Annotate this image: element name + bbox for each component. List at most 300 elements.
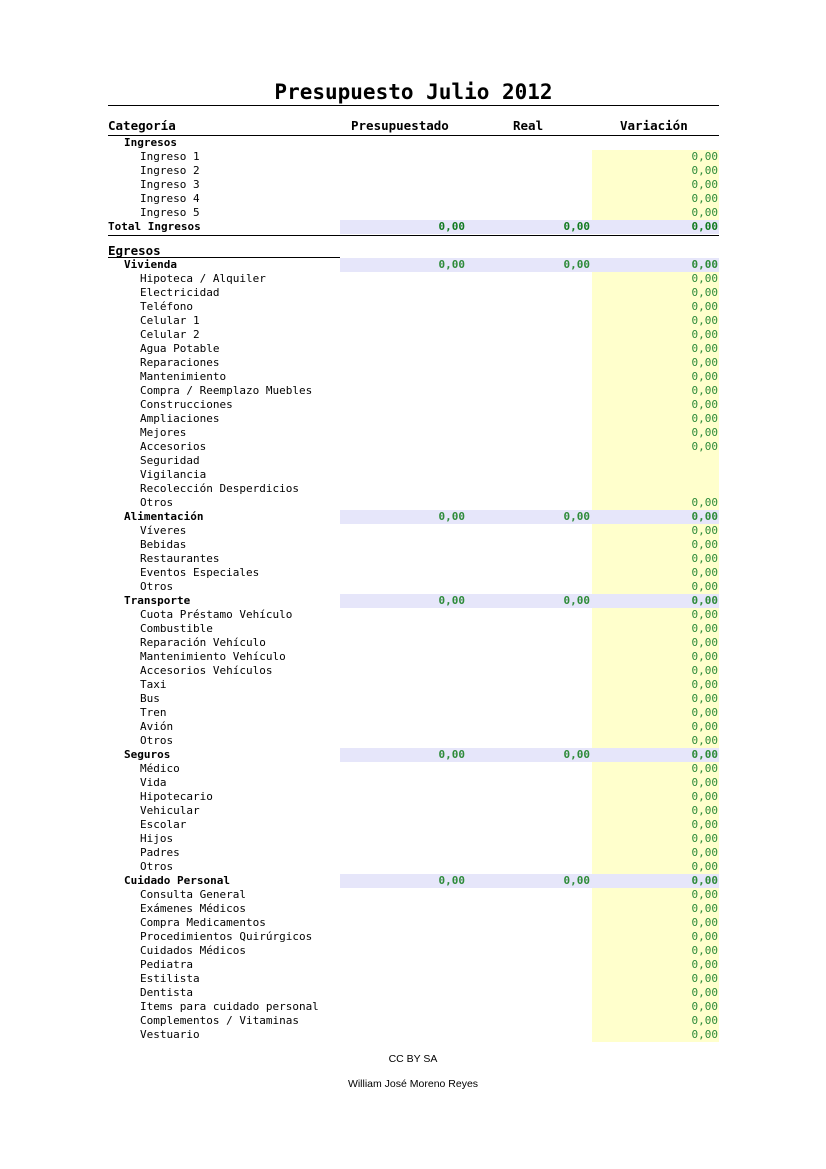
list-item <box>108 580 719 594</box>
variacion-cell[interactable]: 0,00 <box>592 150 719 164</box>
presupuestado-cell[interactable] <box>340 930 467 944</box>
variacion-cell[interactable]: 0,00 <box>592 552 719 566</box>
variacion-cell[interactable]: 0,00 <box>592 902 719 916</box>
row-label: Hijos <box>140 832 174 845</box>
real-cell[interactable] <box>467 1014 592 1028</box>
variacion-cell[interactable]: 0,00 <box>592 748 719 762</box>
presupuestado-cell[interactable] <box>340 804 467 818</box>
variacion-cell[interactable]: 0,00 <box>592 1000 719 1014</box>
variacion-cell[interactable]: 0,00 <box>592 272 719 286</box>
presupuestado-cell[interactable] <box>340 734 467 748</box>
presupuestado-cell[interactable] <box>340 972 467 986</box>
variacion-cell[interactable]: 0,00 <box>592 220 719 234</box>
variacion-cell[interactable]: 0,00 <box>592 566 719 580</box>
row-label: Hipotecario <box>140 790 213 803</box>
list-item <box>108 440 719 454</box>
variacion-cell[interactable]: 0,00 <box>592 860 719 874</box>
real-cell[interactable] <box>467 426 592 440</box>
presupuestado-cell[interactable] <box>340 692 467 706</box>
list-item <box>108 692 719 706</box>
presupuestado-cell[interactable] <box>340 860 467 874</box>
presupuestado-cell[interactable] <box>340 888 467 902</box>
variacion-cell[interactable]: 0,00 <box>592 664 719 678</box>
variacion-cell[interactable]: 0,00 <box>592 192 719 206</box>
list-item <box>108 150 719 164</box>
presupuestado-cell[interactable]: 0,00 <box>340 220 467 234</box>
row-label: Electricidad <box>140 286 220 299</box>
variacion-cell[interactable]: 0,00 <box>592 734 719 748</box>
presupuestado-cell[interactable] <box>340 622 467 636</box>
variacion-cell[interactable] <box>592 482 719 496</box>
group-subtotal-row <box>108 748 719 762</box>
real-cell[interactable] <box>467 636 592 650</box>
real-cell[interactable] <box>467 804 592 818</box>
real-cell[interactable] <box>467 580 592 594</box>
row-label: Restaurantes <box>140 552 220 565</box>
group-subtotal-row <box>108 258 719 272</box>
list-item <box>108 342 719 356</box>
variacion-cell[interactable]: 0,00 <box>592 636 719 650</box>
row-label: Padres <box>140 846 180 859</box>
list-item <box>108 1028 719 1042</box>
list-item <box>108 328 719 342</box>
real-cell[interactable]: 0,00 <box>467 510 592 524</box>
real-cell[interactable] <box>467 860 592 874</box>
real-cell[interactable]: 0,00 <box>467 220 592 234</box>
variacion-cell[interactable]: 0,00 <box>592 538 719 552</box>
list-item <box>108 412 719 426</box>
real-cell[interactable] <box>467 398 592 412</box>
variacion-cell[interactable]: 0,00 <box>592 510 719 524</box>
presupuestado-cell[interactable] <box>340 328 467 342</box>
list-item <box>108 566 719 580</box>
presupuestado-cell[interactable] <box>340 370 467 384</box>
list-item <box>108 958 719 972</box>
presupuestado-cell[interactable] <box>340 958 467 972</box>
presupuestado-cell[interactable] <box>340 342 467 356</box>
row-label: Tren <box>140 706 167 719</box>
real-cell[interactable] <box>467 790 592 804</box>
list-item <box>108 1014 719 1028</box>
real-cell[interactable] <box>467 846 592 860</box>
list-item <box>108 930 719 944</box>
row-label: Combustible <box>140 622 213 635</box>
list-item <box>108 384 719 398</box>
real-cell[interactable] <box>467 206 592 220</box>
presupuestado-cell[interactable] <box>340 412 467 426</box>
header-categoria: Categoría <box>108 118 176 133</box>
real-cell[interactable]: 0,00 <box>467 748 592 762</box>
row-label: Ingreso 5 <box>140 206 200 219</box>
presupuestado-cell[interactable] <box>340 496 467 510</box>
row-label: Ingreso 2 <box>140 164 200 177</box>
row-label: Dentista <box>140 986 193 999</box>
variacion-cell[interactable]: 0,00 <box>592 958 719 972</box>
list-item <box>108 818 719 832</box>
list-item <box>108 538 719 552</box>
variacion-cell[interactable]: 0,00 <box>592 762 719 776</box>
list-item <box>108 272 719 286</box>
presupuestado-cell[interactable] <box>340 608 467 622</box>
list-item <box>108 832 719 846</box>
variacion-cell[interactable]: 0,00 <box>592 622 719 636</box>
list-item <box>108 356 719 370</box>
real-cell[interactable] <box>467 986 592 1000</box>
variacion-cell[interactable]: 0,00 <box>592 608 719 622</box>
variacion-cell[interactable]: 0,00 <box>592 804 719 818</box>
row-label: Consulta General <box>140 888 246 901</box>
license-text: CC BY SA <box>388 1053 438 1065</box>
presupuestado-cell[interactable] <box>340 720 467 734</box>
presupuestado-cell[interactable] <box>340 538 467 552</box>
variacion-cell[interactable]: 0,00 <box>592 178 719 192</box>
presupuestado-cell[interactable]: 0,00 <box>340 510 467 524</box>
variacion-cell[interactable]: 0,00 <box>592 888 719 902</box>
presupuestado-cell[interactable] <box>340 1028 467 1042</box>
row-label: Compra / Reemplazo Muebles <box>140 384 313 397</box>
list-item <box>108 636 719 650</box>
list-item <box>108 860 719 874</box>
real-cell[interactable] <box>467 496 592 510</box>
list-item <box>108 720 719 734</box>
row-label: Procedimientos Quirúrgicos <box>140 930 313 943</box>
section-heading <box>108 242 719 258</box>
real-cell[interactable] <box>467 552 592 566</box>
real-cell[interactable] <box>467 762 592 776</box>
row-label: Bus <box>140 692 160 705</box>
row-label: Reparaciones <box>140 356 220 369</box>
variacion-cell[interactable]: 0,00 <box>592 776 719 790</box>
row-label: Transporte <box>124 594 191 607</box>
real-cell[interactable] <box>467 440 592 454</box>
row-label: Ingreso 4 <box>140 192 200 205</box>
real-cell[interactable] <box>467 314 592 328</box>
page-title: Presupuesto Julio 2012 <box>274 80 553 104</box>
list-item <box>108 482 719 496</box>
list-item <box>108 398 719 412</box>
presupuestado-cell[interactable] <box>340 454 467 468</box>
row-label: Ingreso 1 <box>140 150 200 163</box>
list-item <box>108 286 719 300</box>
list-item <box>108 902 719 916</box>
presupuestado-cell[interactable] <box>340 650 467 664</box>
presupuestado-cell[interactable] <box>340 482 467 496</box>
presupuestado-cell[interactable]: 0,00 <box>340 748 467 762</box>
group-subtotal-row <box>108 874 719 888</box>
row-label: Alimentación <box>124 510 204 523</box>
row-label: Cuidado Personal <box>124 874 230 887</box>
variacion-cell[interactable]: 0,00 <box>592 650 719 664</box>
variacion-cell[interactable]: 0,00 <box>592 524 719 538</box>
presupuestado-cell[interactable] <box>340 552 467 566</box>
real-cell[interactable] <box>467 818 592 832</box>
variacion-cell[interactable]: 0,00 <box>592 790 719 804</box>
real-cell[interactable]: 0,00 <box>467 594 592 608</box>
list-item <box>108 804 719 818</box>
presupuestado-cell[interactable] <box>340 164 467 178</box>
row-label: Otros <box>140 860 174 873</box>
variacion-cell[interactable] <box>592 468 719 482</box>
row-label: Agua Potable <box>140 342 220 355</box>
row-label: Ingreso 3 <box>140 178 200 191</box>
list-item <box>108 944 719 958</box>
row-label: Mantenimiento <box>140 370 227 383</box>
row-label: Total Ingresos <box>108 220 201 233</box>
real-cell[interactable] <box>467 272 592 286</box>
row-label: Médico <box>140 762 180 775</box>
list-item <box>108 790 719 804</box>
real-cell[interactable] <box>467 720 592 734</box>
variacion-cell[interactable]: 0,00 <box>592 314 719 328</box>
presupuestado-cell[interactable] <box>340 426 467 440</box>
variacion-cell[interactable]: 0,00 <box>592 286 719 300</box>
presupuestado-cell[interactable] <box>340 916 467 930</box>
list-item <box>108 650 719 664</box>
real-cell[interactable] <box>467 178 592 192</box>
title-divider <box>108 105 719 106</box>
variacion-cell[interactable]: 0,00 <box>592 1014 719 1028</box>
variacion-cell[interactable] <box>592 454 719 468</box>
real-cell[interactable] <box>467 664 592 678</box>
list-item <box>108 916 719 930</box>
row-label: Estilista <box>140 972 200 985</box>
row-label: Vigilancia <box>140 468 207 481</box>
variacion-cell[interactable]: 0,00 <box>592 300 719 314</box>
row-label: Vida <box>140 776 167 789</box>
presupuestado-cell[interactable] <box>340 636 467 650</box>
real-cell[interactable] <box>467 412 592 426</box>
list-item <box>108 706 719 720</box>
variacion-cell[interactable]: 0,00 <box>592 164 719 178</box>
presupuestado-cell[interactable] <box>340 776 467 790</box>
list-item <box>108 664 719 678</box>
presupuestado-cell[interactable] <box>340 706 467 720</box>
real-cell[interactable] <box>467 538 592 552</box>
header-real: Real <box>513 118 544 133</box>
real-cell[interactable] <box>467 622 592 636</box>
real-cell[interactable] <box>467 286 592 300</box>
real-cell[interactable] <box>467 524 592 538</box>
variacion-cell[interactable]: 0,00 <box>592 986 719 1000</box>
real-cell[interactable] <box>467 164 592 178</box>
presupuestado-cell[interactable] <box>340 398 467 412</box>
list-item <box>108 734 719 748</box>
real-cell[interactable] <box>467 650 592 664</box>
list-item <box>108 846 719 860</box>
real-cell[interactable] <box>467 384 592 398</box>
presupuestado-cell[interactable] <box>340 1000 467 1014</box>
presupuestado-cell[interactable] <box>340 192 467 206</box>
header-variacion: Variación <box>620 118 688 133</box>
row-label: Hipoteca / Alquiler <box>140 272 266 285</box>
real-cell[interactable] <box>467 566 592 580</box>
list-item <box>108 178 719 192</box>
author-text: William José Moreno Reyes <box>347 1078 479 1090</box>
presupuestado-cell[interactable] <box>340 524 467 538</box>
group-heading <box>108 136 719 150</box>
variacion-cell[interactable]: 0,00 <box>592 328 719 342</box>
presupuestado-cell[interactable] <box>340 384 467 398</box>
real-cell[interactable] <box>467 468 592 482</box>
presupuestado-cell[interactable] <box>340 566 467 580</box>
budget-sheet <box>108 136 719 1042</box>
presupuestado-cell[interactable] <box>340 356 467 370</box>
list-item <box>108 986 719 1000</box>
list-item <box>108 776 719 790</box>
real-cell[interactable] <box>467 916 592 930</box>
row-label: Celular 2 <box>140 328 200 341</box>
real-cell[interactable] <box>467 608 592 622</box>
variacion-cell[interactable]: 0,00 <box>592 818 719 832</box>
row-label: Seguridad <box>140 454 200 467</box>
list-item <box>108 888 719 902</box>
list-item <box>108 552 719 566</box>
real-cell[interactable] <box>467 734 592 748</box>
variacion-cell[interactable]: 0,00 <box>592 580 719 594</box>
group-subtotal-row <box>108 510 719 524</box>
row-label: Pediatra <box>140 958 193 971</box>
row-label: Accesorios Vehículos <box>140 664 273 677</box>
list-item <box>108 164 719 178</box>
presupuestado-cell[interactable] <box>340 314 467 328</box>
presupuestado-cell[interactable] <box>340 986 467 1000</box>
real-cell[interactable] <box>467 300 592 314</box>
real-cell[interactable] <box>467 192 592 206</box>
real-cell[interactable] <box>467 958 592 972</box>
variacion-cell[interactable]: 0,00 <box>592 706 719 720</box>
real-cell[interactable] <box>467 482 592 496</box>
real-cell[interactable] <box>467 342 592 356</box>
list-item <box>108 454 719 468</box>
variacion-cell[interactable]: 0,00 <box>592 370 719 384</box>
row-label: Bebidas <box>140 538 187 551</box>
real-cell[interactable] <box>467 150 592 164</box>
variacion-cell[interactable]: 0,00 <box>592 1028 719 1042</box>
variacion-cell[interactable]: 0,00 <box>592 426 719 440</box>
list-item <box>108 300 719 314</box>
variacion-cell[interactable]: 0,00 <box>592 720 719 734</box>
presupuestado-cell[interactable] <box>340 846 467 860</box>
row-label: Cuidados Médicos <box>140 944 246 957</box>
variacion-cell[interactable]: 0,00 <box>592 846 719 860</box>
variacion-cell[interactable]: 0,00 <box>592 678 719 692</box>
variacion-cell[interactable]: 0,00 <box>592 206 719 220</box>
row-label: Taxi <box>140 678 167 691</box>
row-label: Escolar <box>140 818 187 831</box>
presupuestado-cell[interactable] <box>340 286 467 300</box>
list-item <box>108 622 719 636</box>
variacion-cell[interactable]: 0,00 <box>592 832 719 846</box>
variacion-cell[interactable]: 0,00 <box>592 398 719 412</box>
row-label: Víveres <box>140 524 187 537</box>
presupuestado-cell[interactable] <box>340 206 467 220</box>
real-cell[interactable] <box>467 902 592 916</box>
list-item <box>108 468 719 482</box>
presupuestado-cell[interactable] <box>340 832 467 846</box>
row-label: Accesorios <box>140 440 207 453</box>
presupuestado-cell[interactable] <box>340 664 467 678</box>
real-cell[interactable] <box>467 972 592 986</box>
presupuestado-cell[interactable] <box>340 178 467 192</box>
row-label: Exámenes Médicos <box>140 902 246 915</box>
variacion-cell[interactable]: 0,00 <box>592 342 719 356</box>
presupuestado-cell[interactable] <box>340 272 467 286</box>
presupuestado-cell[interactable] <box>340 818 467 832</box>
presupuestado-cell[interactable]: 0,00 <box>340 258 467 272</box>
row-label: Eventos Especiales <box>140 566 260 579</box>
real-cell[interactable] <box>467 706 592 720</box>
presupuestado-cell[interactable] <box>340 440 467 454</box>
variacion-cell[interactable]: 0,00 <box>592 496 719 510</box>
variacion-cell[interactable]: 0,00 <box>592 412 719 426</box>
presupuestado-cell[interactable] <box>340 150 467 164</box>
variacion-cell[interactable]: 0,00 <box>592 384 719 398</box>
real-cell[interactable] <box>467 454 592 468</box>
real-cell[interactable] <box>467 776 592 790</box>
variacion-cell[interactable]: 0,00 <box>592 972 719 986</box>
variacion-cell[interactable]: 0,00 <box>592 944 719 958</box>
list-item <box>108 972 719 986</box>
real-cell[interactable] <box>467 888 592 902</box>
presupuestado-cell[interactable]: 0,00 <box>340 874 467 888</box>
presupuestado-cell[interactable] <box>340 1014 467 1028</box>
real-cell[interactable]: 0,00 <box>467 874 592 888</box>
variacion-cell[interactable]: 0,00 <box>592 930 719 944</box>
real-cell[interactable] <box>467 832 592 846</box>
real-cell[interactable] <box>467 692 592 706</box>
real-cell[interactable] <box>467 356 592 370</box>
presupuestado-cell[interactable] <box>340 300 467 314</box>
variacion-cell[interactable]: 0,00 <box>592 440 719 454</box>
presupuestado-cell[interactable] <box>340 790 467 804</box>
presupuestado-cell[interactable] <box>340 468 467 482</box>
presupuestado-cell[interactable] <box>340 944 467 958</box>
presupuestado-cell[interactable] <box>340 762 467 776</box>
real-cell[interactable] <box>467 1000 592 1014</box>
real-cell[interactable] <box>467 328 592 342</box>
presupuestado-cell[interactable] <box>340 902 467 916</box>
list-item <box>108 678 719 692</box>
real-cell[interactable] <box>467 930 592 944</box>
variacion-cell[interactable]: 0,00 <box>592 874 719 888</box>
variacion-cell[interactable]: 0,00 <box>592 692 719 706</box>
list-item <box>108 524 719 538</box>
list-item <box>108 314 719 328</box>
real-cell[interactable] <box>467 944 592 958</box>
row-label: Complementos / Vitaminas <box>140 1014 299 1027</box>
real-cell[interactable] <box>467 678 592 692</box>
variacion-cell[interactable]: 0,00 <box>592 594 719 608</box>
row-label: Teléfono <box>140 300 193 313</box>
list-item <box>108 1000 719 1014</box>
variacion-cell[interactable]: 0,00 <box>592 258 719 272</box>
list-item <box>108 206 719 220</box>
real-cell[interactable] <box>467 370 592 384</box>
list-item <box>108 496 719 510</box>
presupuestado-cell[interactable] <box>340 678 467 692</box>
list-item <box>108 762 719 776</box>
real-cell[interactable] <box>467 1028 592 1042</box>
presupuestado-cell[interactable]: 0,00 <box>340 594 467 608</box>
row-label: Otros <box>140 580 174 593</box>
row-label: Otros <box>140 734 174 747</box>
variacion-cell[interactable]: 0,00 <box>592 916 719 930</box>
variacion-cell[interactable]: 0,00 <box>592 356 719 370</box>
presupuestado-cell[interactable] <box>340 580 467 594</box>
real-cell[interactable]: 0,00 <box>467 258 592 272</box>
row-label: Vestuario <box>140 1028 200 1041</box>
list-item <box>108 426 719 440</box>
